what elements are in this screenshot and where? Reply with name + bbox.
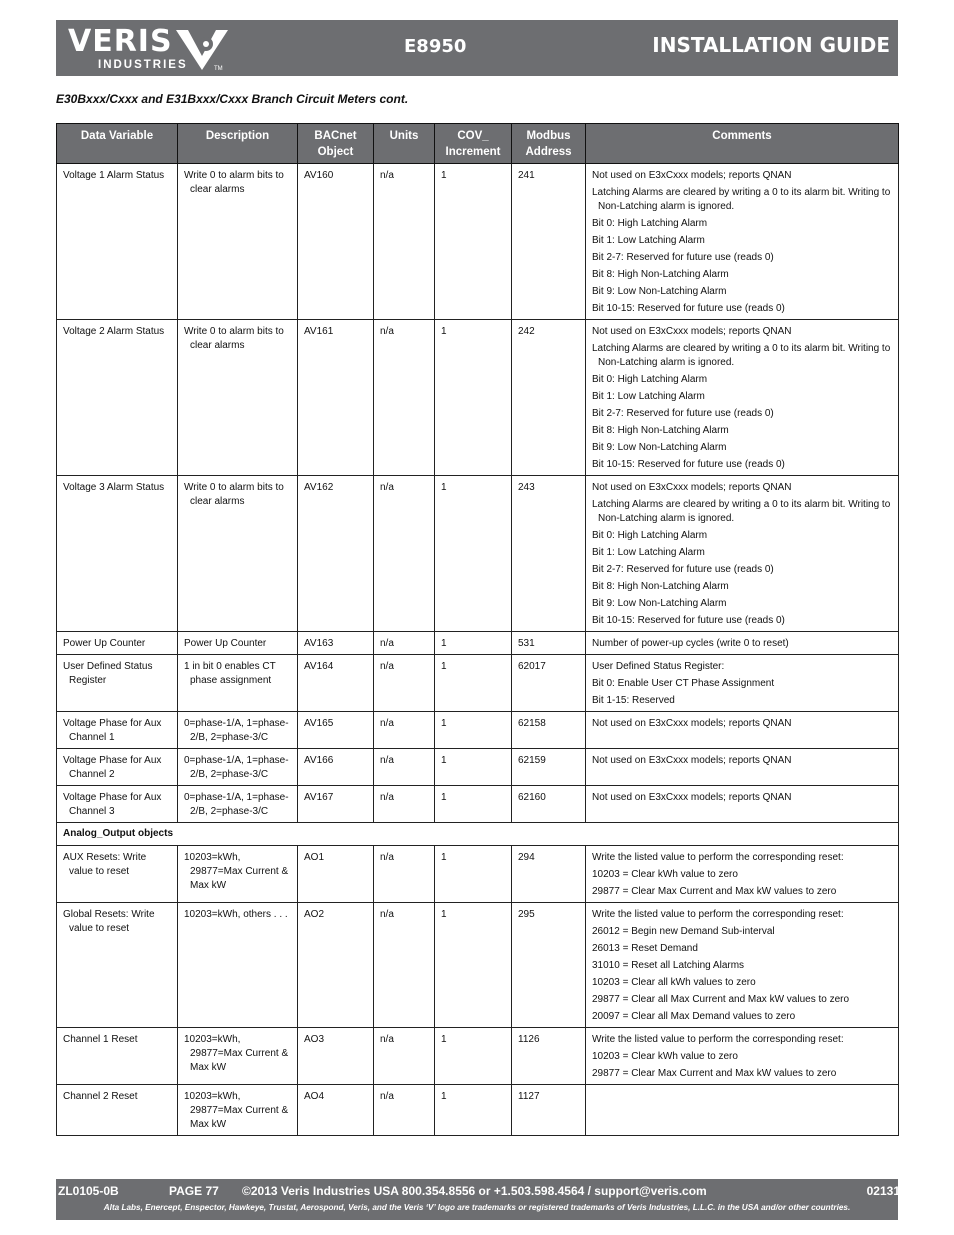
table-row xyxy=(57,164,899,320)
cell-description: Write 0 to alarm bits to clear alarms xyxy=(178,320,298,476)
col-header-modbus-address: Modbus Address xyxy=(512,124,586,164)
cell-bacnet-object: AO2 xyxy=(298,903,374,1028)
comment-line: 29877 = Clear Max Current and Max kW values to zero xyxy=(592,886,837,897)
comment-line: 26013 = Reset Demand xyxy=(592,943,698,954)
cell-data-variable: Voltage Phase for Aux Channel 3 xyxy=(57,786,178,823)
page-footer xyxy=(56,1179,898,1220)
bacnet-objects-table xyxy=(56,123,899,1136)
comment-line: Latching Alarms are cleared by writing a 0 to its alarm bit. Writing to Non-Latching alarm is ignored. xyxy=(592,499,891,524)
page-header xyxy=(56,20,898,76)
cell-modbus-address: 531 xyxy=(512,632,586,655)
comment-line: Not used on E3xCxxx models; reports QNAN xyxy=(592,326,792,337)
cell-cov-increment: 1 xyxy=(435,903,512,1028)
model-number: E8950 xyxy=(404,36,467,57)
cell-data-variable: Voltage Phase for Aux Channel 1 xyxy=(57,712,178,749)
cell-comments xyxy=(586,846,899,903)
table-row xyxy=(57,632,899,655)
col-header-comments: Comments xyxy=(586,124,899,164)
cell-data-variable: Voltage 1 Alarm Status xyxy=(57,164,178,320)
comment-line: Bit 1: Low Latching Alarm xyxy=(592,235,705,246)
revision-date: 02131 xyxy=(866,1184,900,1198)
cell-cov-increment: 1 xyxy=(435,1085,512,1136)
cell-data-variable: AUX Resets: Write value to reset xyxy=(57,846,178,903)
table-row xyxy=(57,320,899,476)
cell-units: n/a xyxy=(374,655,435,712)
cell-comments xyxy=(586,632,899,655)
cell-bacnet-object: AO3 xyxy=(298,1028,374,1085)
page-number: PAGE 77 xyxy=(169,1184,219,1198)
comment-line: Bit 0: High Latching Alarm xyxy=(592,530,708,541)
cell-description: 0=phase-1/A, 1=phase-2/B, 2=phase-3/C xyxy=(178,712,298,749)
cell-comments xyxy=(586,749,899,786)
comment-line: 20097 = Clear all Max Demand values to zero xyxy=(592,1011,796,1022)
section-subtitle: E30Bxxx/Cxxx and E31Bxxx/Cxxx Branch Circuit Meters cont. xyxy=(56,92,409,106)
cell-bacnet-object: AV163 xyxy=(298,632,374,655)
comment-line: Not used on E3xCxxx models; reports QNAN xyxy=(592,755,792,766)
table-row xyxy=(57,749,899,786)
comment-line: Bit 9: Low Non-Latching Alarm xyxy=(592,286,727,297)
cell-bacnet-object: AO4 xyxy=(298,1085,374,1136)
cell-bacnet-object: AV160 xyxy=(298,164,374,320)
comment-line: Bit 0: Enable User CT Phase Assignment xyxy=(592,678,775,689)
cell-description: 0=phase-1/A, 1=phase-2/B, 2=phase-3/C xyxy=(178,749,298,786)
comment-line: Latching Alarms are cleared by writing a 0 to its alarm bit. Writing to Non-Latching alarm is ignored. xyxy=(592,343,891,368)
cell-data-variable: Power Up Counter xyxy=(57,632,178,655)
cell-comments xyxy=(586,476,899,632)
comment-line: Number of power-up cycles (write 0 to reset) xyxy=(592,638,789,649)
comment-line: Bit 9: Low Non-Latching Alarm xyxy=(592,442,727,453)
cell-bacnet-object: AV161 xyxy=(298,320,374,476)
comment-line: Bit 1: Low Latching Alarm xyxy=(592,391,705,402)
table-row xyxy=(57,476,899,632)
cell-modbus-address: 62159 xyxy=(512,749,586,786)
cell-description: Write 0 to alarm bits to clear alarms xyxy=(178,476,298,632)
col-header-cov-increment: COV_ Increment xyxy=(435,124,512,164)
comment-line: 10203 = Clear kWh value to zero xyxy=(592,869,738,880)
comment-line: Bit 1: Low Latching Alarm xyxy=(592,547,705,558)
cell-modbus-address: 295 xyxy=(512,903,586,1028)
comment-line: Latching Alarms are cleared by writing a 0 to its alarm bit. Writing to Non-Latching alarm is ignored. xyxy=(592,187,891,212)
comment-line: Write the listed value to perform the corresponding reset: xyxy=(592,852,844,863)
logo-subtitle: INDUSTRIES xyxy=(98,59,188,71)
cell-description: Write 0 to alarm bits to clear alarms xyxy=(178,164,298,320)
comment-line: Bit 10-15: Reserved for future use (reads 0) xyxy=(592,615,785,626)
table-row xyxy=(57,846,899,903)
comment-line: User Defined Status Register: xyxy=(592,661,725,672)
cell-description: 10203=kWh, others . . . xyxy=(178,903,298,1028)
cell-cov-increment: 1 xyxy=(435,632,512,655)
cell-cov-increment: 1 xyxy=(435,712,512,749)
cell-comments xyxy=(586,655,899,712)
cell-cov-increment: 1 xyxy=(435,786,512,823)
cell-cov-increment: 1 xyxy=(435,749,512,786)
comment-line: Bit 10-15: Reserved for future use (reads 0) xyxy=(592,303,785,314)
comment-line: Write the listed value to perform the corresponding reset: xyxy=(592,1034,844,1045)
comment-line: Bit 0: High Latching Alarm xyxy=(592,218,708,229)
cell-data-variable: Voltage Phase for Aux Channel 2 xyxy=(57,749,178,786)
cell-data-variable: Voltage 3 Alarm Status xyxy=(57,476,178,632)
contact-info: ©2013 Veris Industries USA 800.354.8556 or +1.503.598.4564 / support@veris.com xyxy=(242,1184,707,1198)
col-header-data-variable: Data Variable xyxy=(57,124,178,164)
cell-description: 1 in bit 0 enables CT phase assignment xyxy=(178,655,298,712)
comment-line: Bit 2-7: Reserved for future use (reads 0) xyxy=(592,252,774,263)
cell-data-variable: Global Resets: Write value to reset xyxy=(57,903,178,1028)
cell-comments xyxy=(586,786,899,823)
cell-units: n/a xyxy=(374,712,435,749)
col-header-units: Units xyxy=(374,124,435,164)
cell-description: 0=phase-1/A, 1=phase-2/B, 2=phase-3/C xyxy=(178,786,298,823)
table-row xyxy=(57,1085,899,1136)
cell-bacnet-object: AV166 xyxy=(298,749,374,786)
comment-line: 26012 = Begin new Demand Sub-interval xyxy=(592,926,775,937)
cell-units: n/a xyxy=(374,1028,435,1085)
document-id: ZL0105-0B xyxy=(58,1184,119,1198)
cell-modbus-address: 1127 xyxy=(512,1085,586,1136)
comment-line: 29877 = Clear all Max Current and Max kW values to zero xyxy=(592,994,850,1005)
cell-comments xyxy=(586,1028,899,1085)
cell-units: n/a xyxy=(374,164,435,320)
veris-v-logo-icon xyxy=(174,26,230,70)
table-row xyxy=(57,786,899,823)
cell-cov-increment: 1 xyxy=(435,1028,512,1085)
veris-logo xyxy=(68,24,238,74)
comment-line: Not used on E3xCxxx models; reports QNAN xyxy=(592,792,792,803)
table-row xyxy=(57,655,899,712)
comment-line: Bit 8: High Non-Latching Alarm xyxy=(592,425,729,436)
col-header-bacnet-object: BACnet Object xyxy=(298,124,374,164)
cell-data-variable: Channel 1 Reset xyxy=(57,1028,178,1085)
cell-cov-increment: 1 xyxy=(435,164,512,320)
comment-line: Bit 2-7: Reserved for future use (reads 0) xyxy=(592,564,774,575)
table-row xyxy=(57,712,899,749)
cell-units: n/a xyxy=(374,320,435,476)
comment-line: 29877 = Clear Max Current and Max kW values to zero xyxy=(592,1068,837,1079)
cell-bacnet-object: AV164 xyxy=(298,655,374,712)
comment-line: Bit 0: High Latching Alarm xyxy=(592,374,708,385)
cell-data-variable: Channel 2 Reset xyxy=(57,1085,178,1136)
cell-comments xyxy=(586,1085,899,1136)
guide-title: INSTALLATION GUIDE xyxy=(652,33,890,57)
cell-bacnet-object: AV165 xyxy=(298,712,374,749)
cell-comments xyxy=(586,164,899,320)
trademark-mark: TM xyxy=(214,66,223,72)
comment-line: Bit 2-7: Reserved for future use (reads 0) xyxy=(592,408,774,419)
cell-description: 10203=kWh, 29877=Max Current & Max kW xyxy=(178,1085,298,1136)
cell-units: n/a xyxy=(374,846,435,903)
comment-line: Bit 8: High Non-Latching Alarm xyxy=(592,581,729,592)
cell-bacnet-object: AO1 xyxy=(298,846,374,903)
cell-modbus-address: 241 xyxy=(512,164,586,320)
comment-line: Write the listed value to perform the corresponding reset: xyxy=(592,909,844,920)
comment-line: 10203 = Clear kWh value to zero xyxy=(592,1051,738,1062)
table-row xyxy=(57,903,899,1028)
cell-units: n/a xyxy=(374,476,435,632)
comment-line: 10203 = Clear all kWh values to zero xyxy=(592,977,756,988)
section-row xyxy=(57,823,899,846)
cell-data-variable: User Defined Status Register xyxy=(57,655,178,712)
comment-line: Bit 1-15: Reserved xyxy=(592,695,675,706)
cell-units: n/a xyxy=(374,749,435,786)
cell-modbus-address: 242 xyxy=(512,320,586,476)
cell-cov-increment: 1 xyxy=(435,476,512,632)
cell-modbus-address: 62158 xyxy=(512,712,586,749)
cell-cov-increment: 1 xyxy=(435,655,512,712)
cell-bacnet-object: AV167 xyxy=(298,786,374,823)
cell-units: n/a xyxy=(374,632,435,655)
col-header-description: Description xyxy=(178,124,298,164)
comment-line: Bit 9: Low Non-Latching Alarm xyxy=(592,598,727,609)
cell-description: Power Up Counter xyxy=(178,632,298,655)
cell-data-variable: Voltage 2 Alarm Status xyxy=(57,320,178,476)
comment-line: Not used on E3xCxxx models; reports QNAN xyxy=(592,170,792,181)
logo-brand: VERIS xyxy=(68,24,173,59)
cell-description: 10203=kWh, 29877=Max Current & Max kW xyxy=(178,1028,298,1085)
cell-units: n/a xyxy=(374,1085,435,1136)
cell-modbus-address: 62017 xyxy=(512,655,586,712)
cell-description: 10203=kWh, 29877=Max Current & Max kW xyxy=(178,846,298,903)
cell-cov-increment: 1 xyxy=(435,320,512,476)
table-row xyxy=(57,1028,899,1085)
trademark-notice: Alta Labs, Enercept, Enspector, Hawkeye, Trustat, Aerospond, Veris, and the Veris ‘V’ logo are trademarks or registered trademarks of Veris Industries, L.L.C. in the USA and/or other countries. xyxy=(103,1203,851,1212)
cell-modbus-address: 62160 xyxy=(512,786,586,823)
cell-modbus-address: 1126 xyxy=(512,1028,586,1085)
table-header-row xyxy=(57,124,899,164)
cell-units: n/a xyxy=(374,903,435,1028)
cell-comments xyxy=(586,320,899,476)
cell-modbus-address: 243 xyxy=(512,476,586,632)
section-label: Analog_Output objects xyxy=(57,823,899,846)
comment-line: 31010 = Reset all Latching Alarms xyxy=(592,960,745,971)
cell-comments xyxy=(586,712,899,749)
cell-cov-increment: 1 xyxy=(435,846,512,903)
comment-line: Bit 10-15: Reserved for future use (reads 0) xyxy=(592,459,785,470)
cell-bacnet-object: AV162 xyxy=(298,476,374,632)
cell-comments xyxy=(586,903,899,1028)
cell-modbus-address: 294 xyxy=(512,846,586,903)
comment-line: Not used on E3xCxxx models; reports QNAN xyxy=(592,482,792,493)
cell-units: n/a xyxy=(374,786,435,823)
comment-line: Bit 8: High Non-Latching Alarm xyxy=(592,269,729,280)
comment-line: Not used on E3xCxxx models; reports QNAN xyxy=(592,718,792,729)
